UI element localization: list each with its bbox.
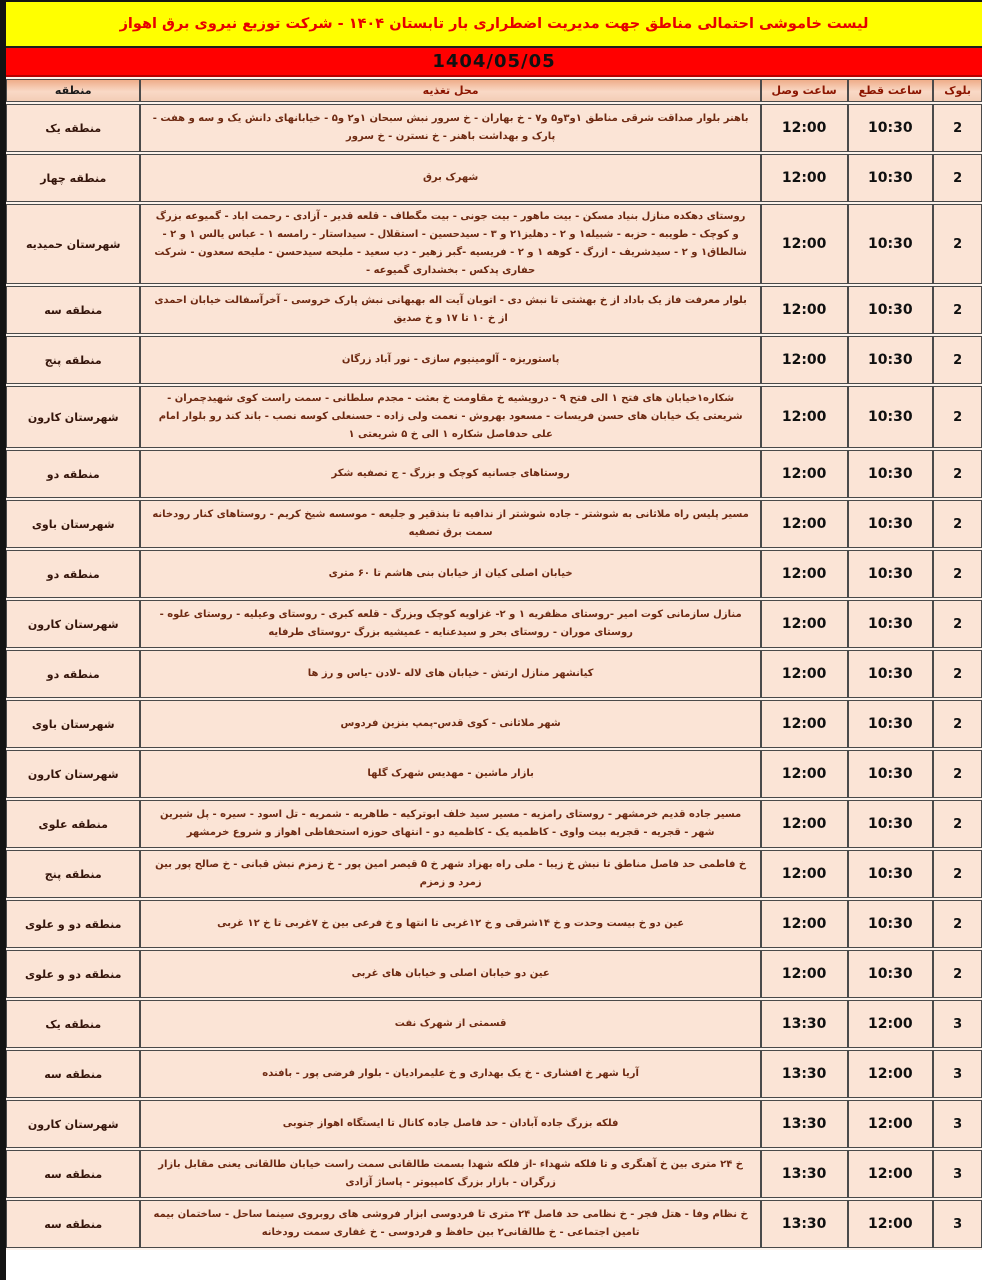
date-banner: [6, 48, 982, 77]
reconnect-time-cell: 12:00: [761, 850, 848, 898]
table-row: [6, 500, 982, 548]
region-cell: منطقه یک: [6, 1000, 140, 1048]
table-row: [6, 750, 982, 798]
location-cell: بلوار معرفت فاز یک باداد از خ بهشتی تا نبش دی - اتوبان آیت اله بهبهانی نبش پارک خروسی - آخرآسفالت خیابان احمدی از خ ۱۰ تا ۱۷ و خ صدیق: [140, 286, 760, 334]
location-cell: منازل سازمانی کوت امیر -روستای مظفریه ۱ و ۲- غزاویه کوچک وبزرگ - قلعه کبری - روستای وعیلیه - روستای علوه - روستای موران - روستای بحر و سیدعنایه - عمیشیه بزرگ -روستای طرفایه: [140, 600, 760, 648]
reconnect-time-cell: 12:00: [761, 700, 848, 748]
region-cell: منطقه دو: [6, 550, 140, 598]
block-cell: 2: [933, 550, 982, 598]
reconnect-time-cell: 12:00: [761, 104, 848, 152]
table-header: [6, 79, 982, 102]
reconnect-time-cell: 12:00: [761, 800, 848, 848]
region-cell: منطقه یک: [6, 104, 140, 152]
table-row: [6, 286, 982, 334]
cutoff-time-cell: 10:30: [848, 286, 934, 334]
column-header-block: بلوک: [933, 79, 982, 102]
region-cell: شهرستان کارون: [6, 600, 140, 648]
cutoff-time-cell: 10:30: [848, 336, 934, 384]
column-header-location: محل تغذیه: [140, 79, 760, 102]
region-cell: منطقه دو و علوی: [6, 900, 140, 948]
cutoff-time-cell: 10:30: [848, 204, 934, 284]
cutoff-time-cell: 10:30: [848, 900, 934, 948]
table-row: [6, 550, 982, 598]
block-cell: 2: [933, 154, 982, 202]
cutoff-time-cell: 10:30: [848, 154, 934, 202]
location-cell: باهنر بلوار صداقت شرقی مناطق ۱و۳و۵ و۷ - خ بهاران - خ سرور نبش سبحان ۱و۲ و۵ - خیابانهای دانش یک و سه و هفت - پارک و بهداشت باهنر - خ نسترن - خ سرور: [140, 104, 760, 152]
cutoff-time-cell: 12:00: [848, 1000, 934, 1048]
block-cell: 3: [933, 1100, 982, 1148]
table-row: [6, 204, 982, 284]
table-row: [6, 386, 982, 448]
cutoff-time-cell: 10:30: [848, 850, 934, 898]
table-row: [6, 600, 982, 648]
cutoff-time-cell: 12:00: [848, 1100, 934, 1148]
location-cell: مسیر پلیس راه ملاثانی به شوشتر - جاده شوشتر از ندافیه تا بنذقیر و جلیعه - موسسه شیخ کریم - روستاهای کنار رودخانه سمت برق تصفیه: [140, 500, 760, 548]
table-row: [6, 800, 982, 848]
table-row: [6, 450, 982, 498]
region-cell: منطقه پنج: [6, 850, 140, 898]
reconnect-time-cell: 13:30: [761, 1050, 848, 1098]
region-cell: منطقه سه: [6, 1150, 140, 1198]
table-row: [6, 900, 982, 948]
block-cell: 2: [933, 900, 982, 948]
cutoff-time-cell: 10:30: [848, 800, 934, 848]
region-cell: شهرستان کارون: [6, 1100, 140, 1148]
reconnect-time-cell: 12:00: [761, 450, 848, 498]
reconnect-time-cell: 12:00: [761, 500, 848, 548]
column-header-region: منطقه: [6, 79, 140, 102]
block-cell: 2: [933, 204, 982, 284]
table-row: [6, 700, 982, 748]
location-cell: خ نظام وفا - هتل فجر - خ نظامی حد فاصل ۲۴ متری تا فردوسی ابزار فروشی های روبروی سینما ساحل - ساختمان بیمه تامین اجتماعی - خ طالقانی۲ بین حافظ و فردوسی - خ غفاری سمت رودخانه: [140, 1200, 760, 1248]
page-content: [6, 2, 982, 1250]
table-row: [6, 850, 982, 898]
location-cell: آریا شهر خ افشاری - خ یک بهداری و خ علیمرادیان - بلوار فرضی پور - بافنده: [140, 1050, 760, 1098]
block-cell: 2: [933, 600, 982, 648]
reconnect-time-cell: 12:00: [761, 750, 848, 798]
location-cell: خ فاطمی حد فاصل مناطق تا نبش خ زیبا - ملی راه بهزاد شهر خ ۵ قیصر امین پور - خ زمزم نبش قبانی - خ صالح پور بین زمرد و زمزم: [140, 850, 760, 898]
table-row: [6, 1000, 982, 1048]
cutoff-time-cell: 10:30: [848, 650, 934, 698]
title-banner: [6, 2, 982, 48]
reconnect-time-cell: 13:30: [761, 1150, 848, 1198]
region-cell: شهرستان کارون: [6, 750, 140, 798]
table-row: [6, 1050, 982, 1098]
region-cell: منطقه دو: [6, 450, 140, 498]
region-cell: شهرستان کارون: [6, 386, 140, 448]
block-cell: 2: [933, 286, 982, 334]
block-cell: 2: [933, 950, 982, 998]
location-cell: خیابان اصلی کیان از خیابان بنی هاشم تا ۶۰ متری: [140, 550, 760, 598]
reconnect-time-cell: 12:00: [761, 600, 848, 648]
left-border-strip: [0, 2, 6, 1280]
location-cell: بازار ماشین - مهدیس شهرک گلها: [140, 750, 760, 798]
block-cell: 2: [933, 750, 982, 798]
block-cell: 3: [933, 1200, 982, 1248]
block-cell: 2: [933, 650, 982, 698]
block-cell: 2: [933, 450, 982, 498]
block-cell: 2: [933, 700, 982, 748]
cutoff-time-cell: 10:30: [848, 600, 934, 648]
block-cell: 3: [933, 1000, 982, 1048]
location-cell: شهرک برق: [140, 154, 760, 202]
reconnect-time-cell: 12:00: [761, 386, 848, 448]
block-cell: 2: [933, 104, 982, 152]
page-title: لیست خاموشی احتمالی مناطق جهت مدیریت اضطراری بار تابستان ۱۴۰۴ - شرکت توزیع نیروی برق اهواز: [119, 16, 869, 32]
table-row: [6, 1150, 982, 1198]
reconnect-time-cell: 12:00: [761, 286, 848, 334]
region-cell: منطقه پنج: [6, 336, 140, 384]
block-cell: 2: [933, 800, 982, 848]
location-cell: شکاره۱خیابان های فتح ۱ الی فتح ۹ - درویشیه خ مقاومت خ بعثت - مجدم سلطانی - سمت راست کوی شهیدچمران - شریعتی یک خیابان های حسن فریسات - مسعود بهروش - نعمت ولی زاده - حسنعلی کوسه نصب - باند کند رو بلوار امام علی حدفاصل شکاره ۱ الی خ ۵ شریعتی ۱: [140, 386, 760, 448]
table-row: [6, 1100, 982, 1148]
location-cell: شهر ملاثانی - کوی قدس-پمپ بنزین فردوس: [140, 700, 760, 748]
location-cell: مسیر جاده قدیم خرمشهر - روستای رامزیه - مسیر سید خلف ابوترکیه - طاهریه - شمریه - تل اسود - سیره - پل شیرین شهر - قجریه - قجریه بیت واوی - کاظمیه یک - کاظمیه دو - انتهای حوزه استحفاظی اهواز و شروع خرمشهر: [140, 800, 760, 848]
location-cell: عین دو خیابان اصلی و خیابان های غربی: [140, 950, 760, 998]
reconnect-time-cell: 12:00: [761, 204, 848, 284]
table-row: [6, 336, 982, 384]
block-cell: 3: [933, 1150, 982, 1198]
reconnect-time-cell: 13:30: [761, 1000, 848, 1048]
reconnect-time-cell: 12:00: [761, 550, 848, 598]
cutoff-time-cell: 10:30: [848, 700, 934, 748]
cutoff-time-cell: 10:30: [848, 500, 934, 548]
region-cell: منطقه سه: [6, 1200, 140, 1248]
region-cell: شهرستان باوی: [6, 500, 140, 548]
cutoff-time-cell: 10:30: [848, 104, 934, 152]
cutoff-time-cell: 12:00: [848, 1050, 934, 1098]
column-header-reconnect-time: ساعت وصل: [761, 79, 848, 102]
cutoff-time-cell: 12:00: [848, 1150, 934, 1198]
cutoff-time-cell: 10:30: [848, 950, 934, 998]
location-cell: روستای دهکده منازل بنیاد مسکن - بیت ماهور - بیت جونی - بیت مگطاف - قلعه قدیر - آزادی - رحمت اباد - گمیوعه بزرگ و کوچک - طویبه - حزبه - شبیله۱ و ۲ - دهلیز۲۱ و ۳ - سیدحسین - استقلال - سیداستار - رامسه ۱ - عباس یالس ۱ و ۲ - شالطاق۱ و ۲ - سیدشریف - ازرگ - کوهه ۱ و ۲ - فریسیه -گبر زهیر - دب سعید - ملیحه سیدحسن - ملیحه سعدون - شرکت حفاری پدکس - بخشداری گمیوعه -: [140, 204, 760, 284]
region-cell: منطقه علوی: [6, 800, 140, 848]
table-body: [6, 104, 982, 1248]
location-cell: خ ۲۴ متری بین خ آهنگری و تا فلکه شهداء -از فلکه شهدا بسمت طالقانی سمت راست خیابان طالقانی یعنی مقابل بازار زرگران - بازار بزرگ کامپیوتر - پاساژ آزادی: [140, 1150, 760, 1198]
outage-table: [6, 77, 982, 1250]
location-cell: فلکه بزرگ جاده آبادان - حد فاصل جاده کانال تا ایستگاه اهواز جنوبی: [140, 1100, 760, 1148]
header-row: [6, 79, 982, 102]
location-cell: پاستوریزه - آلومینیوم سازی - نور آباد زرگان: [140, 336, 760, 384]
location-cell: کیانشهر منازل ارتش - خیابان های لاله -لادن -یاس و رز ها: [140, 650, 760, 698]
block-cell: 2: [933, 500, 982, 548]
table-row: [6, 104, 982, 152]
location-cell: عین دو خ بیست وحدت و خ ۱۴شرقی و خ ۱۲غربی تا انتها و خ فرعی بین خ ۷غربی تا خ ۱۲ غربی: [140, 900, 760, 948]
region-cell: شهرستان باوی: [6, 700, 140, 748]
cutoff-time-cell: 10:30: [848, 750, 934, 798]
block-cell: 2: [933, 850, 982, 898]
reconnect-time-cell: 12:00: [761, 336, 848, 384]
location-cell: روستاهای جسانیه کوچک و بزرگ - ج تصفیه شکر: [140, 450, 760, 498]
table-row: [6, 650, 982, 698]
cutoff-time-cell: 10:30: [848, 386, 934, 448]
reconnect-time-cell: 12:00: [761, 950, 848, 998]
reconnect-time-cell: 12:00: [761, 650, 848, 698]
table-row: [6, 950, 982, 998]
region-cell: منطقه دو: [6, 650, 140, 698]
reconnect-time-cell: 13:30: [761, 1100, 848, 1148]
region-cell: منطقه چهار: [6, 154, 140, 202]
table-row: [6, 154, 982, 202]
column-header-cutoff-time: ساعت قطع: [848, 79, 934, 102]
schedule-date: 1404/05/05: [432, 51, 556, 72]
region-cell: منطقه دو و علوی: [6, 950, 140, 998]
reconnect-time-cell: 12:00: [761, 900, 848, 948]
cutoff-time-cell: 10:30: [848, 450, 934, 498]
region-cell: شهرستان حمیدیه: [6, 204, 140, 284]
block-cell: 2: [933, 336, 982, 384]
block-cell: 3: [933, 1050, 982, 1098]
reconnect-time-cell: 12:00: [761, 154, 848, 202]
cutoff-time-cell: 10:30: [848, 550, 934, 598]
region-cell: منطقه سه: [6, 1050, 140, 1098]
cutoff-time-cell: 12:00: [848, 1200, 934, 1248]
reconnect-time-cell: 13:30: [761, 1200, 848, 1248]
table-row: [6, 1200, 982, 1248]
location-cell: قسمتی از شهرک نفت: [140, 1000, 760, 1048]
block-cell: 2: [933, 386, 982, 448]
region-cell: منطقه سه: [6, 286, 140, 334]
